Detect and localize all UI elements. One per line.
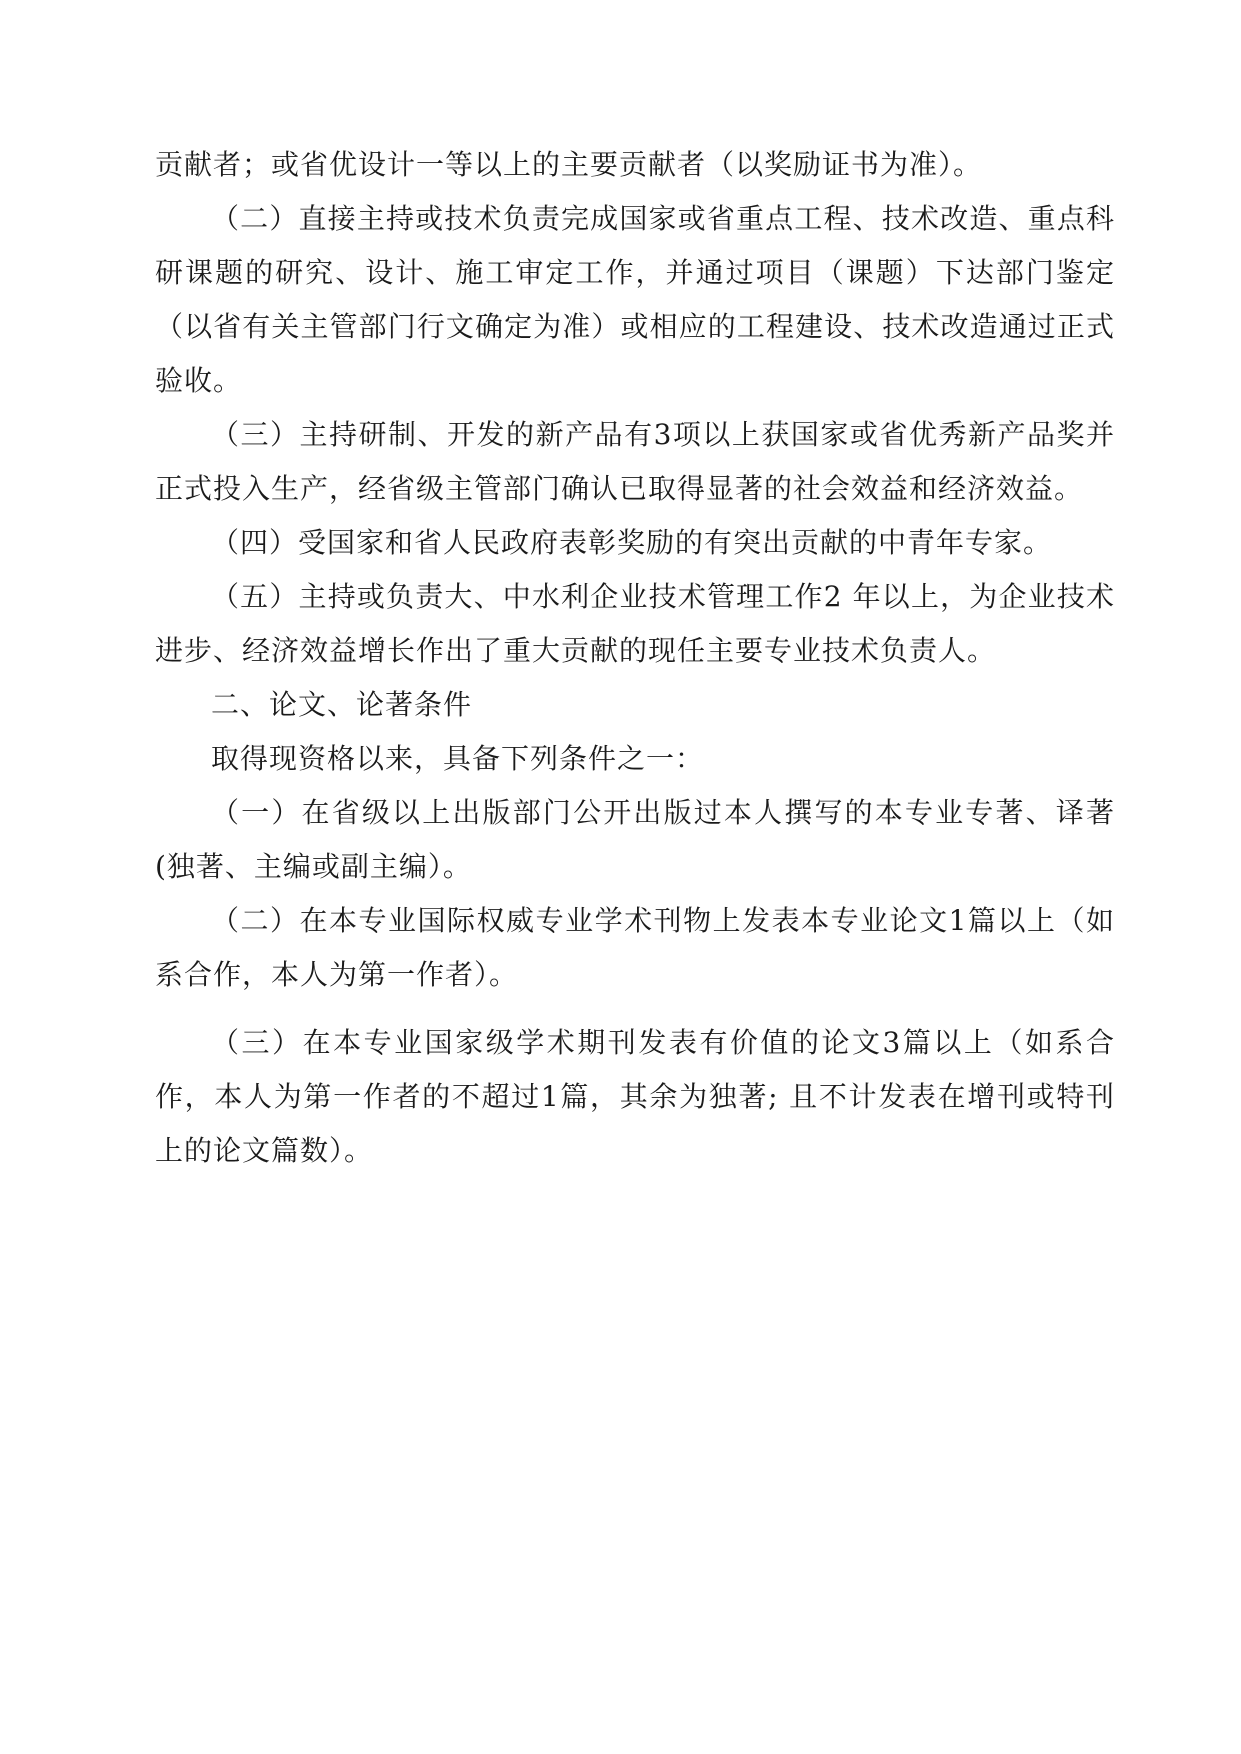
section-heading-papers: 二、论文、论著条件	[211, 688, 473, 721]
paragraph-item-5: （五）主持或负责大、中水利企业技术管理工作2 年以上，为企业技术进步、经济效益增长作出了重大贡献的现任主要专业技术负责人。	[155, 580, 1115, 667]
paragraph-continuation: 贡献者；或省优设计一等以上的主要贡献者（以奖励证书为准）。	[155, 148, 983, 181]
paragraph-paper-item-2: （二）在本专业国际权威专业学术刊物上发表本专业论文1篇以上（如系合作，本人为第一作者）。	[155, 904, 1115, 991]
paragraph-paper-item-1: （一）在省级以上出版部门公开出版过本人撰写的本专业专著、译著(独著、主编或副主编）。	[155, 796, 1115, 883]
paragraph-conditions-intro: 取得现资格以来，具备下列条件之一：	[211, 742, 705, 775]
paragraph-item-2: （二）直接主持或技术负责完成国家或省重点工程、技术改造、重点科研课题的研究、设计、施工审定工作，并通过项目（课题）下达部门鉴定（以省有关主管部门行文确定为准）或相应的工程建设、技术改造通过正式验收。	[155, 202, 1115, 397]
paragraph-item-3: （三）主持研制、开发的新产品有3项以上获国家或省优秀新产品奖并正式投入生产，经省级主管部门确认已取得显著的社会效益和经济效益。	[155, 418, 1115, 505]
document-body	[155, 138, 1115, 1178]
paragraph-paper-item-3: （三）在本专业国家级学术期刊发表有价值的论文3篇以上（如系合作，本人为第一作者的不超过1篇，其余为独著; 且不计发表在增刊或特刊上的论文篇数）。	[155, 1026, 1115, 1167]
paragraph-item-4: （四）受国家和省人民政府表彰奖励的有突出贡献的中青年专家。	[211, 526, 1053, 559]
